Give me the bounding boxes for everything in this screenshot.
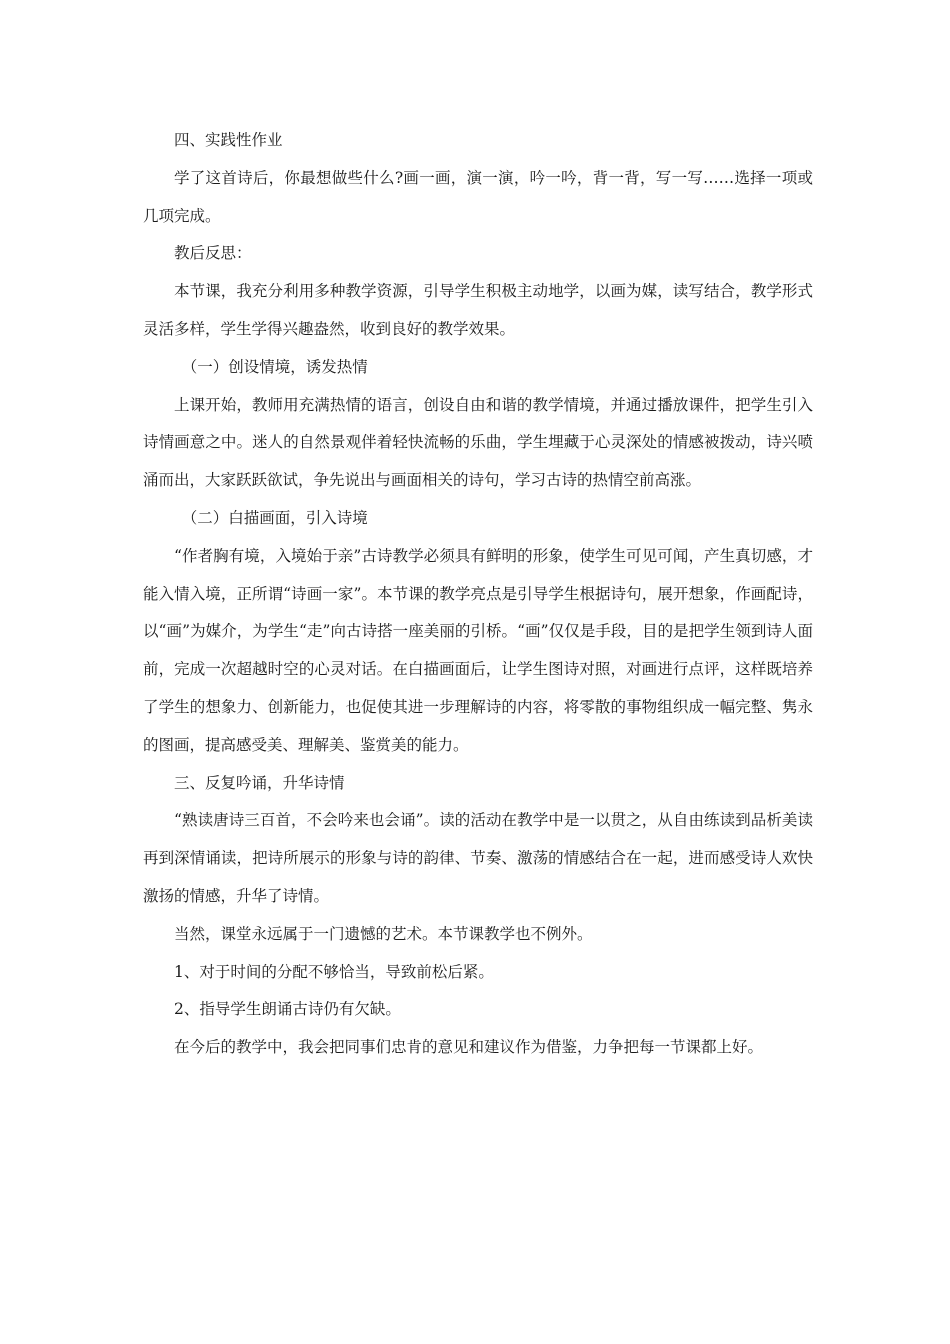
paragraph-homework-instructions: 学了这首诗后，你最想做些什么?画一画，演一演，吟一吟，背一背，写一写……选择一项或几项完成。 [143,168,813,225]
paragraph-regret: 当然，课堂永远属于一门遗憾的艺术。本节课教学也不例外。 [174,924,593,943]
paragraph-create-situation: 上课开始，教师用充满热情的语言，创设自由和谐的教学情境，并通过播放课件，把学生引入诗情画意之中。迷人的自然景观伴着轻快流畅的乐曲，学生埋藏于心灵深处的情感被拨动，诗兴喷涌而出，大家跃跃欲试，争先说出与画面相关的诗句，学习古诗的热情空前高涨。 [143,395,813,490]
list-item-recitation-guidance: 2、指导学生朗诵古诗仍有欠缺。 [174,1000,401,1019]
paragraph-sketch-scene: “作者胸有境，入境始于亲”古诗教学必须具有鲜明的形象，使学生可见可闻，产生真切感，才能入情入境，正所谓“诗画一家”。本节课的教学亮点是引导学生根据诗句，展开想象，作画配诗，以“画”为媒介，为学生“走”向古诗搭一座美丽的引桥。“画”仅仅是手段，目的是把学生领到诗人面前，完成一次超越时空的心灵对话。在白描画面后，让学生图诗对照，对画进行点评，这样既培养了学生的想象力、创新能力，也促使其进一步理解诗的内容，将零散的事物组织成一幅完整、隽永的图画，提高感受美、理解美、鉴赏美的能力。 [143,546,813,754]
section-heading-reflection: 教后反思： [174,244,252,263]
section-heading-practice-homework: 四、实践性作业 [174,131,283,149]
paragraph-conclusion: 在今后的教学中，我会把同事们忠肯的意见和建议作为借鉴，力争把每一节课都上好。 [174,1038,764,1057]
document-body [143,122,813,1067]
subheading-sketch-scene: （二）白描画面，引入诗境 [181,508,368,527]
section-heading-recitation: 三、反复吟诵，升华诗情 [174,773,345,792]
paragraph-reflection-summary: 本节课，我充分利用多种教学资源，引导学生积极主动地学，以画为媒，读写结合，教学形式灵活多样，学生学得兴趣盎然，收到良好的教学效果。 [143,282,813,338]
paragraph-recitation: “熟读唐诗三百首，不会吟来也会诵”。读的活动在教学中是一以贯之，从自由练读到品析美读再到深情诵读，把诗所展示的形象与诗的韵律、节奏、激荡的情感结合在一起，进而感受诗人欢快激扬的情感，升华了诗情。 [143,811,813,905]
subheading-create-situation: （一）创设情境，诱发热情 [181,357,368,376]
list-item-time-allocation: 1、对于时间的分配不够恰当，导致前松后紧。 [174,962,494,981]
